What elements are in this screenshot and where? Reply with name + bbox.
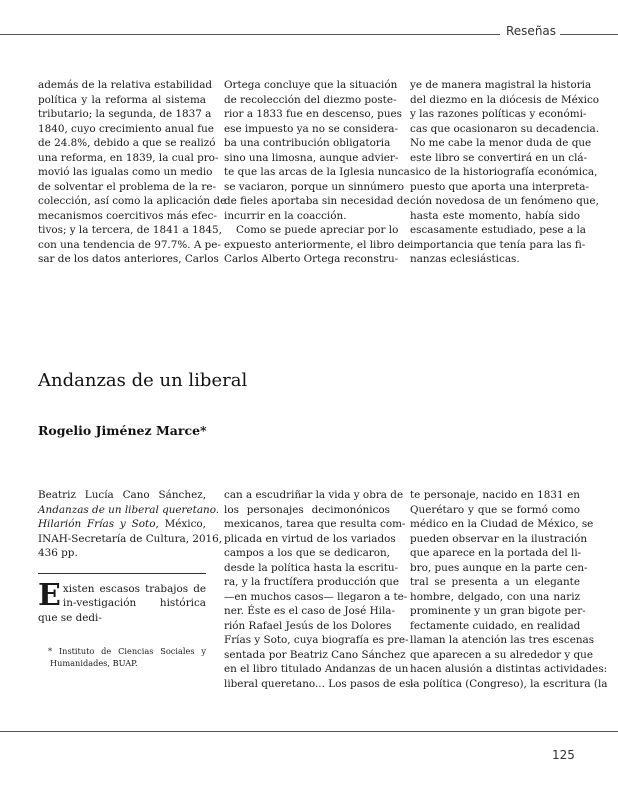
intro-paragraph bbox=[38, 577, 206, 626]
text-line: colección, así como la aplicación de bbox=[38, 195, 227, 207]
text-line: tributario; la segunda, de 1837 a bbox=[38, 108, 212, 120]
text-line: desde la política hasta la escritu- bbox=[224, 561, 399, 574]
text-line: médico en la Ciudad de México, se bbox=[410, 518, 594, 530]
book-ref-line: 436 pp. bbox=[38, 547, 78, 559]
page-number: 125 bbox=[552, 748, 575, 762]
text-line: tral se presenta a un elegante bbox=[410, 576, 580, 588]
text-line: puesto que aporta una interpreta- bbox=[410, 180, 589, 193]
text-line: sino una limosna, aunque advier- bbox=[224, 151, 399, 164]
text-line: de fieles aportaba sin necesidad de bbox=[224, 195, 410, 207]
separator-rule bbox=[38, 573, 206, 574]
text-line: del diezmo en la diócesis de México bbox=[410, 93, 600, 106]
text-line: movió las igualas como un medio bbox=[38, 166, 213, 178]
dropcap: E bbox=[38, 577, 61, 613]
text-line: Como se puede apreciar por lo bbox=[236, 224, 399, 236]
article-title: Andanzas de un liberal bbox=[38, 370, 248, 391]
text-line: política y la reforma al sistema bbox=[38, 93, 206, 106]
text-line: tivos; y la tercera, de 1841 a 1845, bbox=[38, 224, 222, 236]
book-ref-line: Hilarión Frías y Soto, México, bbox=[38, 518, 206, 530]
intro-text: xisten escasos trabajos de in-vestigación histórica que se dedi- bbox=[38, 582, 206, 624]
text-line: y las razones políticas y económi- bbox=[410, 108, 587, 120]
text-line: cas que ocasionaron su decadencia. bbox=[410, 122, 600, 135]
text-line: fectamente cuidado, en realidad bbox=[410, 619, 581, 632]
text-line: además de la relativa estabilidad bbox=[38, 79, 213, 91]
text-line: incurrir en la coacción. bbox=[224, 209, 347, 222]
text-line: te personaje, nacido en 1831 en bbox=[410, 489, 580, 501]
text-line: —en muchos casos— llegaron a te- bbox=[224, 590, 408, 603]
book-ref-line: INAH-Secretaría de Cultura, 2016, bbox=[38, 532, 223, 545]
text-line: te que las arcas de la Iglesia nunca bbox=[224, 166, 410, 178]
text-line: Ortega concluye que la situación bbox=[224, 79, 398, 91]
text-line: bro, pues aunque en la parte cen- bbox=[410, 561, 588, 574]
text-line: ción novedosa de un fenómeno que, bbox=[410, 195, 599, 207]
text-line: nanzas eclesiásticas. bbox=[410, 253, 520, 265]
text-line: rión Rafael Jesús de los Dolores bbox=[224, 619, 392, 632]
text-line: escasamente estudiado, pese a la bbox=[410, 224, 586, 236]
bottom-column-2 bbox=[224, 488, 415, 691]
bottom-column-1 bbox=[38, 488, 223, 669]
text-line: de 24.8%, debido a que se realizó bbox=[38, 137, 216, 149]
text-line: mecanismos coercitivos más efec- bbox=[38, 209, 217, 222]
text-line: 1840, cuyo crecimiento anual fue bbox=[38, 122, 214, 135]
top-column-1 bbox=[38, 78, 227, 267]
text-line: liberal queretano... Los pasos de es- bbox=[224, 677, 415, 690]
book-reference bbox=[38, 488, 223, 561]
text-line: ye de manera magistral la historia bbox=[410, 79, 592, 91]
book-ref-line-italic: Hilarión Frías y Soto bbox=[38, 518, 156, 530]
text-line: los personajes decimonónicos bbox=[224, 503, 390, 516]
text-line: mexicanos, tarea que resulta com- bbox=[224, 518, 406, 530]
header-rule-right bbox=[560, 34, 618, 35]
section-label: Reseñas bbox=[506, 24, 557, 38]
top-column-2 bbox=[224, 78, 411, 267]
bottom-column-3 bbox=[410, 488, 608, 691]
text-line: este libro se convertirá en un clá- bbox=[410, 151, 588, 164]
text-line: No me cabe la menor duda de que bbox=[410, 137, 592, 149]
text-line: una reforma, en 1839, la cual pro- bbox=[38, 151, 219, 164]
text-line: de solventar el problema de la re- bbox=[38, 180, 217, 193]
text-line: con una tendencia de 97.7%. A pe- bbox=[38, 238, 221, 251]
text-line: pueden observar en la ilustración bbox=[410, 532, 588, 545]
text-line: hasta este momento, había sido bbox=[410, 209, 580, 222]
text-line: Frías y Soto, cuya biografía es pre- bbox=[224, 634, 409, 646]
text-line: ese impuesto ya no se considera- bbox=[224, 122, 398, 135]
text-line: plicada en virtud de los variados bbox=[224, 532, 396, 545]
text-line: campos a los que se dedicaron, bbox=[224, 547, 390, 559]
author-footnote: * Instituto de Ciencias Sociales y Humanidades, BUAP. bbox=[48, 646, 206, 668]
book-ref-line: Andanzas de un liberal queretano. bbox=[38, 503, 220, 516]
text-line: hacen alusión a distintas actividades: bbox=[410, 663, 608, 675]
text-line: prominente y un gran bigote per- bbox=[410, 605, 586, 617]
text-line: de recolección del diezmo poste- bbox=[224, 93, 397, 106]
text-line: Querétaro y que se formó como bbox=[410, 503, 580, 516]
text-line: que aparecen a su alrededor y que bbox=[410, 648, 594, 661]
text-line: Carlos Alberto Ortega reconstru- bbox=[224, 253, 399, 265]
text-line: importancia que tenía para las fi- bbox=[410, 238, 586, 251]
text-line: expuesto anteriormente, el libro de bbox=[224, 238, 411, 251]
book-ref-line: Beatriz Lucía Cano Sánchez, bbox=[38, 489, 206, 501]
header-rule-left bbox=[0, 34, 500, 35]
article-author: Rogelio Jiménez Marce* bbox=[38, 423, 207, 438]
text-line: sar de los datos anteriores, Carlos bbox=[38, 253, 219, 265]
text-line: se vaciaron, porque un sinnúmero bbox=[224, 180, 405, 193]
text-line: ra, y la fructífera producción que bbox=[224, 576, 399, 588]
text-line: ner. Éste es el caso de José Hila- bbox=[224, 605, 396, 617]
text-line: sentada por Beatriz Cano Sánchez bbox=[224, 648, 406, 661]
top-column-3 bbox=[410, 78, 600, 267]
text-line: la política (Congreso), la escritura (la bbox=[410, 677, 608, 690]
text-line: que aparece en la portada del li- bbox=[410, 547, 582, 559]
text-line: sico de la historiografía económica, bbox=[410, 166, 598, 178]
text-line: can a escudriñar la vida y obra de bbox=[224, 489, 404, 501]
footer-rule bbox=[0, 731, 618, 732]
text-line: llaman la atención las tres escenas bbox=[410, 634, 595, 646]
text-line: rior a 1833 fue en descenso, pues bbox=[224, 108, 403, 120]
text-line: hombre, delgado, con una nariz bbox=[410, 590, 580, 603]
text-line: en el libro titulado Andanzas de un bbox=[224, 663, 409, 675]
text-line: ba una contribución obligatoria bbox=[224, 137, 391, 149]
